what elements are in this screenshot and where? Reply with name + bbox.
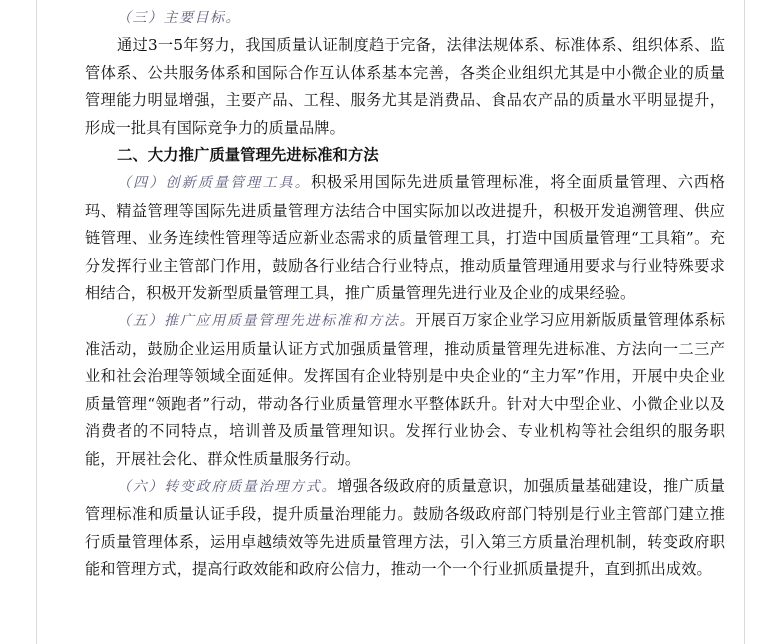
section-3-body: 通过3一5年努力，我国质量认证制度趋于完备，法律法规体系、标准体系、组织体系、监管体系、公共服务体系和国际合作互认体系基本完善，各类企业组织尤其是中小微企业的质量管理能力明显增强，主要产品、工程、服务尤其是消费品、食品农产品的质量水平明显提升，形成一批具有国际竞争力的质量品牌。 — [85, 36, 725, 137]
section-6-body: 增强各级政府的质量意识，加强质量基础建设，推广质量管理标准和质量认证手段，提升质量治理能力。鼓励各级政府部门特别是行业主管部门建立推行质量管理体系，运用卓越绩效等先进质量管理方法，引入第三方质量治理机制，转变政府职能和管理方式，提高行政效能和政府公信力，推动一个一个行业抓质量提升，直到抓出成效。 — [85, 476, 726, 579]
document-content — [85, 4, 725, 584]
section-5-body: 开展百万家企业学习应用新版质量管理体系标准活动，鼓励企业运用质量认证方式加强质量管理，推动质量管理先进标准、方法向一二三产业和社会治理等领域全面延伸。发挥国有企业特别是中央企业的“主力军”作用，开展中央企业质量管理“领跑者”行动，带动各行业质量管理水平整体跃升。针对大中型企业、小微企业以及消费者的不同特点，培训普及质量管理知识。发挥行业协会、专业机构等社会组织的服务职能，开展社会化、群众性质量服务行动。 — [85, 311, 726, 468]
document-page — [36, 0, 745, 644]
section-4-paragraph — [85, 169, 725, 307]
section-3-heading-line — [85, 4, 725, 32]
section-4-heading: （四）创新质量管理工具。 — [117, 175, 311, 192]
section-3-paragraph — [85, 32, 725, 142]
section-5-heading: （五）推广应用质量管理先进标准和方法。 — [117, 313, 416, 330]
part-2-title: 二、大力推广质量管理先进标准和方法 — [117, 146, 379, 165]
section-3-heading: （三）主要目标。 — [117, 10, 241, 26]
section-5-paragraph — [85, 307, 725, 472]
section-4-body: 积极采用国际先进质量管理标准，将全面质量管理、六西格玛、精益管理等国际先进质量管理方法结合中国实际加以改进提升，积极开发追溯管理、供应链管理、业务连续性管理等适应新业态需求的质量管理工具，打造中国质量管理“工具箱”。充分发挥行业主管部门作用，鼓励各行业结合行业特点，推动质量管理通用要求与行业特殊要求相结合，积极开发新型质量管理工具，推广质量管理先进行业及企业的成果经验。 — [85, 173, 725, 303]
section-6-heading: （六）转变政府质量治理方式。 — [117, 478, 338, 495]
section-6-paragraph — [85, 473, 725, 584]
